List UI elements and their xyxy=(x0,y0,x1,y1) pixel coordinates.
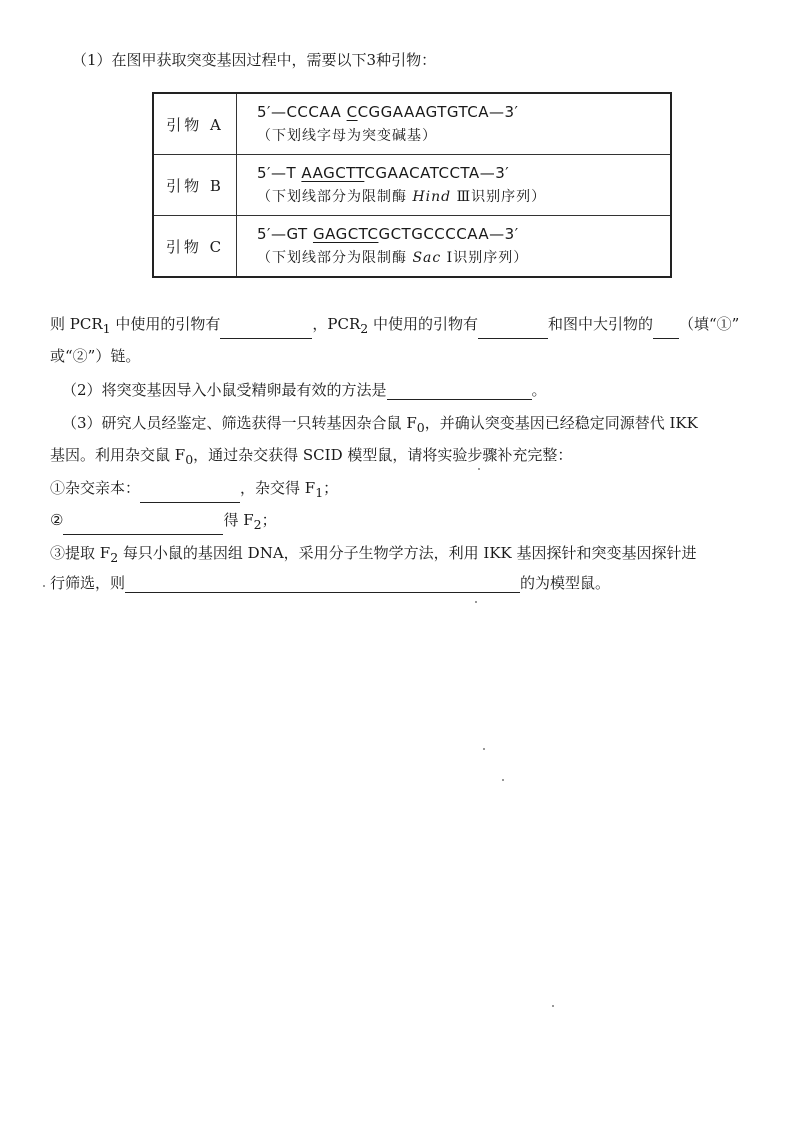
answer-blank[interactable] xyxy=(478,322,548,339)
answer-blank[interactable] xyxy=(387,383,532,400)
scan-speck xyxy=(483,748,485,750)
question-3-step-2: ② 得 $F_2$； xyxy=(50,510,277,535)
scan-speck xyxy=(478,468,480,470)
primer-name: 引物 A xyxy=(153,93,237,155)
question-1-intro: （1）在图甲获取突变基因过程中，需要以下3种引物： xyxy=(72,51,437,69)
primer-name: 引物 C xyxy=(153,216,237,278)
primer-note: （下划线部分为限制酶 Hind Ⅲ识别序列） xyxy=(257,189,547,205)
scan-speck xyxy=(475,601,477,603)
scan-speck xyxy=(552,1005,554,1007)
question-2: （2）将突变基因导入小鼠受精卵最有效的方法是 。 xyxy=(62,381,547,399)
primer-cell xyxy=(237,93,672,155)
primer-sequence: 5′—CCCAA CCGGAAAGTGTCA—3′ xyxy=(257,103,519,121)
primer-sequence: 5′—T AAGCTTCGAACATCCTA—3′ xyxy=(257,164,510,182)
primer-cell xyxy=(237,155,672,216)
question-1-fill-line: 则 $PCR_1$ 中使用的引物有 ，$PCR_2$ 中使用的引物有 和图中大引物的 （填“①” xyxy=(50,314,739,339)
primer-sequence: 5′—GT GAGCTCGCTGCCCCAA—3′ xyxy=(257,225,519,243)
question-3-step-3-cont: 行筛选，则 的为模型鼠。 xyxy=(50,574,611,592)
primer-note: （下划线字母为突变碱基） xyxy=(257,128,437,144)
question-3-line-2: 基因。利用杂交鼠 $F_0$，通过杂交获得 SCID 模型鼠，请将实验步骤补充完整： xyxy=(50,446,573,467)
question-1-fill-line-2: 或“②”）链。 xyxy=(50,347,141,365)
table-row xyxy=(153,93,671,155)
table-row xyxy=(153,216,671,278)
question-3-step-1: ①杂交亲本： ，杂交得 $F_1$； xyxy=(50,478,338,503)
answer-blank[interactable] xyxy=(220,322,312,339)
primer-table xyxy=(152,92,672,278)
primer-note: （下划线部分为限制酶 Sac Ⅰ识别序列） xyxy=(257,250,529,266)
scan-speck xyxy=(502,779,504,781)
answer-blank[interactable] xyxy=(653,322,679,339)
primer-cell xyxy=(237,216,672,278)
table-row xyxy=(153,155,671,216)
answer-blank[interactable] xyxy=(63,518,223,535)
question-3-step-3: ③提取 $F_2$ 每只小鼠的基因组 DNA，采用分子生物学方法，利用 IKK 基因探针和突变基因探针进 xyxy=(50,544,697,565)
question-3-line-1: （3）研究人员经鉴定、筛选获得一只转基因杂合鼠 $F_0$，并确认突变基因已经稳定同源替代 IKK xyxy=(62,414,698,435)
answer-blank[interactable] xyxy=(140,486,240,503)
scan-speck xyxy=(43,585,45,587)
answer-blank[interactable] xyxy=(125,576,520,593)
primer-name: 引物 B xyxy=(153,155,237,216)
